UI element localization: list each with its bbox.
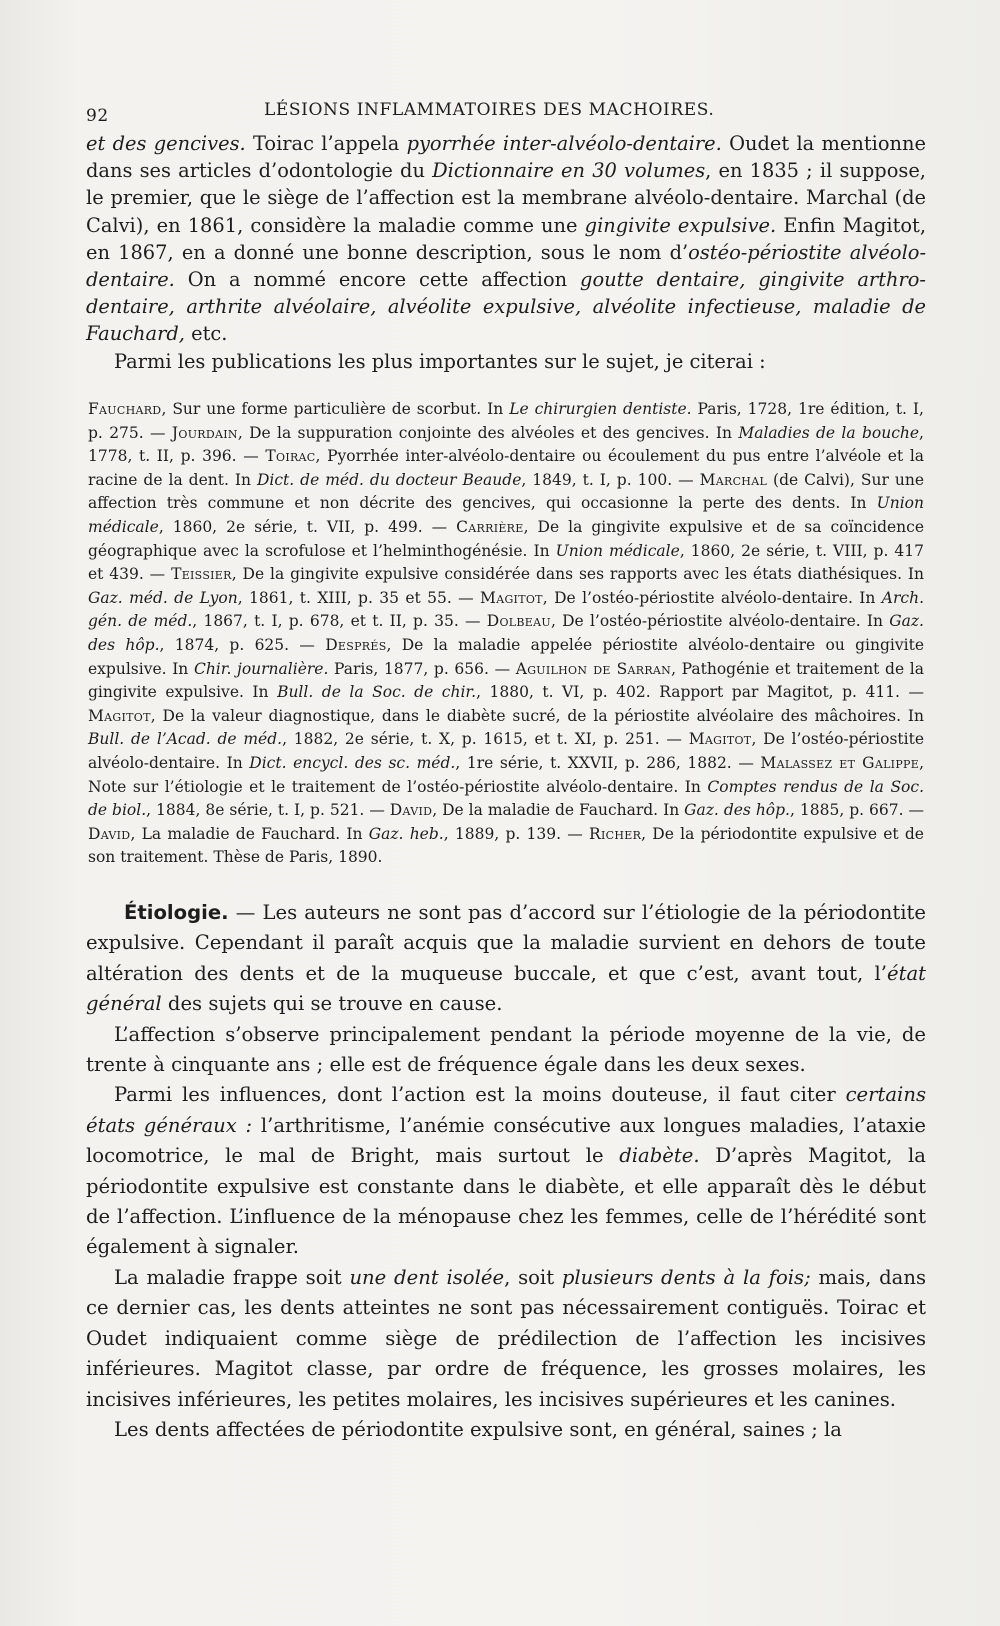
text-run: , 1778, t. II, p. 396. — <box>88 423 924 466</box>
italic-run: Maladies de la bouche <box>738 423 920 442</box>
text-run: Enfin Magitot, en 1867, en a donné une bonne description, sous le nom d’ <box>86 213 926 264</box>
text-run: Parmi les influences, dont l’action est la moins douteuse, il faut citer <box>114 1083 846 1107</box>
section-heading: Étiologie. <box>124 901 229 924</box>
text-run: , en 1835 ; il suppose, le premier, que le siège de l’affection est la membrane alvéolo-dentaire. Marchal (de Calvi), en 1861, considère la maladie comme une <box>86 159 926 237</box>
italic-run: Dictionnaire en 30 volumes <box>432 159 706 183</box>
italic-run: Gaz. des hôp. <box>684 801 790 820</box>
italic-run: Gaz. des hôp. <box>88 612 924 654</box>
page-number: 92 <box>86 106 109 126</box>
italic-run: certains états généraux : <box>86 1083 926 1137</box>
bibliography-paragraph <box>88 398 924 870</box>
text-run: , De l’ostéo-périostite alvéolo-dentaire. In <box>542 588 882 607</box>
italic-run: Union médicale <box>555 541 680 560</box>
running-title: LÉSIONS INFLAMMATOIRES DES MACHOIRES. <box>264 100 715 120</box>
text-run: , De la maladie de Fauchard. In <box>432 801 685 820</box>
etiology-paragraph-4 <box>86 1263 926 1415</box>
text-run: , Pyorrhée inter-alvéolo-dentaire ou écoulement du pus entre l’alvéole et la racine de la dent. In <box>88 447 925 489</box>
text-run: , 1882, 2e série, t. X, p. 1615, et t. XI, p. 251. — <box>282 730 689 749</box>
italic-run: diabète. <box>619 1144 700 1168</box>
text-run: , 1re série, t. XXVII, p. 286, 1882. — <box>455 753 761 772</box>
etiology-paragraph-5: Les dents affectées de périodontite expulsive sont, en général, saines ; la <box>114 1417 842 1441</box>
text-run: , De la périodontite expulsive et de son traitement. Thèse de Paris, 1890. <box>88 824 924 867</box>
author-name: Teissier <box>171 565 232 584</box>
italic-run: goutte dentaire, gingivite arthro-dentaire, arthrite alvéolaire, alvéolite expulsive, alvéolite infectieuse, maladie de Fauchard, <box>86 268 926 346</box>
italic-run: Gaz. méd. de Lyon <box>88 588 238 607</box>
running-header <box>86 100 926 130</box>
italic-run: pyorrhée inter-alvéolo-dentaire. <box>406 132 722 155</box>
intro-paragraph-1 <box>86 130 926 348</box>
bibliography <box>88 398 924 870</box>
italic-run: Arch. gén. de méd. <box>88 588 924 631</box>
author-name: Després <box>325 635 387 654</box>
italic-run: Gaz. heb. <box>368 824 444 843</box>
text-run: , Pathogénie et traitement de la gingivite expulsive. In <box>88 659 924 702</box>
author-name: Dolbeau <box>486 612 551 631</box>
text-run: l’arthritisme, l’anémie consécutive aux longues maladies, l’ataxie locomotrice, le mal de Bright, mais surtout le <box>86 1113 926 1168</box>
author-name: Carrière <box>456 517 524 536</box>
italic-run: Chir. journalière. <box>193 659 329 678</box>
author-name: Toirac <box>265 447 316 466</box>
text-run: , De l’ostéo-périostite alvéolo-dentaire. In <box>550 612 890 631</box>
text-run: La maladie frappe soit <box>114 1265 350 1289</box>
etiology-paragraph-3 <box>86 1080 926 1262</box>
intro-section <box>86 130 926 375</box>
italic-run: Le chirurgien dentiste. <box>509 400 692 418</box>
text-run: mais, dans ce dernier cas, les dents atteintes ne sont pas nécessairement contiguës. Toirac et Oudet indiquaient comme siège de prédilection de l’affection les incisives inférieures. Magitot classe, par ordre de fréquence, les grosses molaires, les incisives inférieures, les petites molaires, les incisives supérieures et les canines. <box>86 1265 927 1411</box>
text-run: , 1880, t. VI, p. 402. Rapport par Magitot, p. 411. — <box>476 683 925 702</box>
text-run: , De la maladie appelée périostite alvéolo-dentaire ou gingivite expulsive. In <box>88 635 924 678</box>
text-run: des sujets qui se trouve en cause. <box>161 992 503 1016</box>
text-run: Oudet la mentionne dans ses articles d’odontologie du <box>86 132 926 183</box>
text-run: , La maladie de Fauchard. In <box>130 824 369 843</box>
italic-run: gingivite expulsive. <box>584 213 777 237</box>
text-run: , De la gingivite expulsive et de sa coïncidence géographique avec la scrofulose et l’helminthogénésie. In <box>88 517 924 560</box>
author-name: Marchal <box>699 470 768 489</box>
author-name: Aguilhon de Sarran <box>515 659 672 678</box>
author-name: Malassez et Galippe <box>760 753 920 772</box>
author-name: David <box>88 824 131 843</box>
text-run: (de Calvi), Sur une affection très commune et non décrite des gencives, qui occasionne la perte des dents. In <box>88 470 925 513</box>
author-name: Richer <box>589 824 642 843</box>
italic-run: Bull. de l’Acad. de méd. <box>88 730 283 749</box>
author-name: Magitot <box>480 588 543 607</box>
intro-paragraph-2: Parmi les publications les plus importantes sur le sujet, je citerai : <box>114 349 766 373</box>
text-run: , De la gingivite expulsive considérée dans ses rapports avec les états diathésiques. In <box>231 565 924 584</box>
text-run: etc. <box>184 322 228 346</box>
italic-run: Union médicale <box>88 494 924 536</box>
text-run: , 1860, 2e série, t. VII, p. 499. — <box>158 517 457 536</box>
italic-run: plusieurs dents à la fois; <box>561 1265 811 1289</box>
text-run: , 1867, t. I, p. 678, et t. II, p. 35. — <box>192 612 487 631</box>
text-run: , 1885, p. 667. — <box>790 801 924 820</box>
italic-run: Comptes rendus de la Soc. de biol. <box>88 777 924 820</box>
text-run: Paris, 1877, p. 656. — <box>328 659 516 678</box>
italic-run: Bull. de la Soc. de chir. <box>277 683 477 702</box>
text-run: , soit <box>504 1265 562 1289</box>
text-run: , De la valeur diagnostique, dans le diabète sucré, de la périostite alvéolaire des mâchoires. In <box>150 706 924 725</box>
text-run: — Les auteurs ne sont pas d’accord sur l’étiologie de la périodontite expulsive. Cependant il paraît acquis que la maladie survient en dehors de toute altération des dents et de la muqueuse buccale, et que c’est, avant tout, l’ <box>86 901 926 985</box>
author-name: Fauchard <box>88 400 162 418</box>
etiology-section <box>86 898 926 1445</box>
text-run: D’après Magitot, la périodontite expulsive est constante dans le diabète, et elle apparaît dès le début de l’affection. L’influence de la ménopause chez les femmes, celle de l’hérédité sont également à signaler. <box>86 1144 926 1259</box>
italic-run: état général <box>86 961 926 1016</box>
text-run: , De la suppuration conjointe des alvéoles et des gencives. In <box>237 423 739 442</box>
text-run: , 1861, t. XIII, p. 35 et 55. — <box>237 588 481 607</box>
author-name: Magitot <box>88 706 151 725</box>
text-run: On a nommé encore cette affection <box>174 268 581 292</box>
text-run: , De l’ostéo-périostite alvéolo-dentaire. In <box>88 730 925 772</box>
italic-run: et des gencives. <box>86 132 246 155</box>
italic-run: une dent isolée <box>349 1265 505 1289</box>
author-name: David <box>389 801 433 820</box>
text-run: , Sur une forme particulière de scorbut. In <box>161 400 510 418</box>
text-run: Paris, 1728, 1re édition, t. I, p. 275. — <box>88 400 924 442</box>
italic-run: ostéo-périostite alvéolo-dentaire. <box>86 240 926 292</box>
author-name: Jourdain <box>171 423 238 442</box>
italic-run: Dict. encycl. des sc. méd. <box>249 753 456 772</box>
text-run: , 1860, 2e série, t. VIII, p. 417 et 439. — <box>88 541 925 584</box>
text-run: Toirac l’appela <box>245 132 407 155</box>
etiology-paragraph-1 <box>86 898 926 1020</box>
author-name: Magitot <box>688 730 752 749</box>
text-run: , 1884, 8e série, t. I, p. 521. — <box>146 801 390 820</box>
italic-run: Dict. de méd. du docteur Beaude <box>256 470 522 489</box>
text-run: , 1889, p. 139. — <box>443 824 590 843</box>
text-run: , 1874, p. 625. — <box>159 635 326 654</box>
text-run: , Note sur l’étiologie et le traitement de l’ostéo-périostite alvéolo-dentaire. In <box>88 753 925 796</box>
etiology-paragraph-2: L’affection s’observe principalement pendant la période moyenne de la vie, de trente à cinquante ans ; elle est de fréquence égale dans les deux sexes. <box>86 1022 926 1077</box>
text-run: , 1849, t. I, p. 100. — <box>521 470 700 489</box>
